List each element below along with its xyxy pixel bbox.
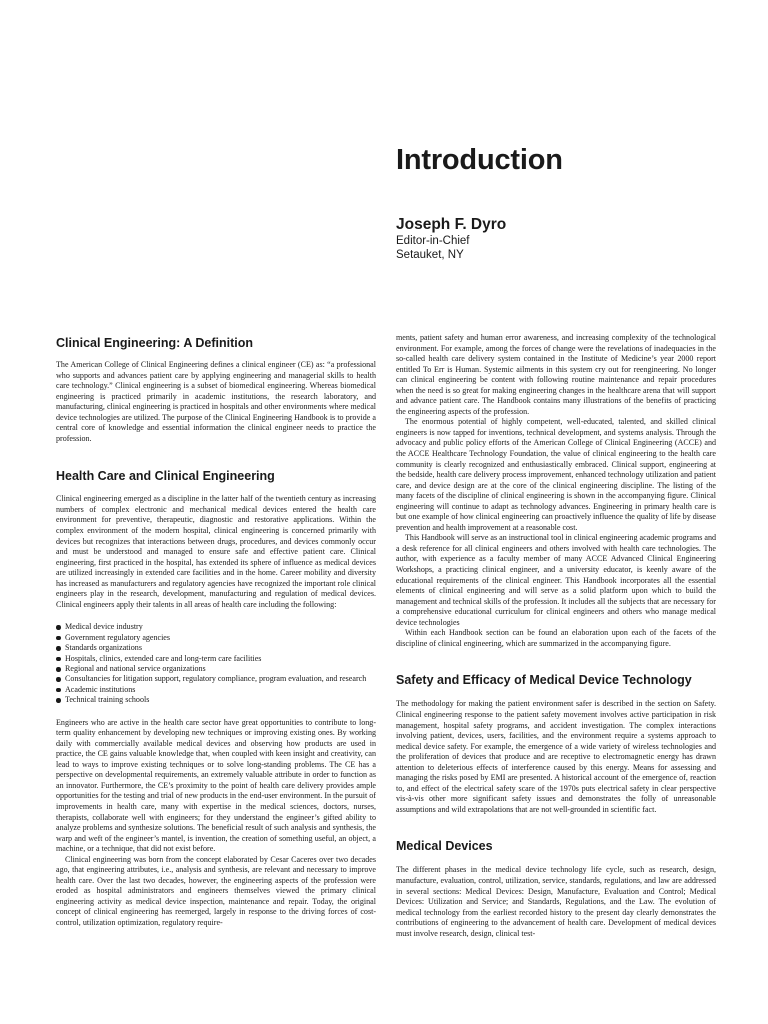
bullet-icon (56, 636, 61, 641)
healthcare-paragraph-2: Engineers who are active in the health care sector have great opportunities to contribute to long-term quality enhancement by developing new techniques or improving existing ones. By working daily with commercially available medical devices and observing how products are used in practice, the CE gains valuable knowledge that, when coupled with keen insight and creativity, can lead to ways to improve existing techniques or to solve long-standing problems. The CE has a perspective on developmental requirements, an extremely valuable attribute in order to function as an innovator. Furthermore, the CE’s proximity to the point of health care delivery provides ample opportunities for the testing and trial of new products in the end-user environment. In the pursuit of improvements in health care, many with expertise in the medical sciences, doctors, nurses, therapists, collaborate well with engineers; for they understand the engineer’s gifted ability to analyze problems and synthesize solutions. The beneficial result of such analysis and synthesis, the warp and weft of the engineer’s mantel, is invention, the creation of something useful, an object, a machine, or a technique, that did not exist before. (56, 717, 376, 854)
list-item: Academic institutions (56, 685, 376, 695)
page-header (396, 142, 736, 262)
author-name: Joseph F. Dyro (396, 216, 507, 233)
continued-paragraph-1: ments, patient safety and human error awareness, and increasing complexity of the technological environment. For example, among the forces of change were the revelations of inadequacies in the so-called health care delivery system contained in the Institute of Medicine’s year 2000 report entitled To Err is Human. Systemic ailments in this system cry out for reengineering. No longer can clinical engineering be content with following routine maintenance and repair procedures when the need is so great for making engineering changes in the healthcare arena that will support and advance patient care. The Handbook contains many illustrations of the benefits of practicing the engineering aspects of the profession. (396, 333, 716, 416)
devices-paragraph: The different phases in the medical device technology life cycle, such as research, design, manufacture, evaluation, control, utilization, service, standards, regulations, and law are addressed in several sections: Medical Devices: Design, Manufacture, Evaluation and Control; Medical Devices: Utilization and Service; and Standards, Regulations, and the Law. The evolution of medical technology from the earliest recorded history to the present day clearly demonstrates the contributions of engineering to the advancement of health care. Development of medical devices must involve research, design, clinical test- (396, 865, 716, 938)
page-title: Introduction (396, 144, 563, 176)
heading-health-care: Health Care and Clinical Engineering (56, 469, 275, 484)
heading-medical-devices: Medical Devices (396, 839, 493, 854)
areas-list (56, 622, 376, 705)
healthcare-paragraph-3: Clinical engineering was born from the concept elaborated by Cesar Caceres over two decades ago, that engineering attributes, i.e., analysis and synthesis, are relevant and necessary to improve health care. Over the last two decades, however, the engineering aspects of the profession were eroded as hospital administrators and engineers themselves viewed the primary clinical engineering activity as medical device inspection, maintenance and repair. Today, the original concept of clinical engineering has reemerged, largely in response to the driving forces of cost-control, utilization optimization, regulatory require- (56, 854, 376, 928)
author-role: Editor-in-Chief (396, 235, 470, 247)
bullet-icon (56, 698, 61, 703)
bullet-icon (56, 646, 61, 651)
bullet-icon (56, 688, 61, 693)
continued-paragraph-2: The enormous potential of highly competent, well-educated, talented, and skilled clinical engineers is now tapped for inventions, technical development, and systems analysis. Through the advocacy and public policy efforts of the American College of Clinical Engineering (ACCE) and the ACCE Healthcare Technology Foundation, the value of clinical engineering to the health care community is clearly recognized and enthusiastically embraced. Clinical support, engineering at the bedside, health care delivery process improvement, enhanced technology utilization and patient care, and device design are at the core of the clinical engineering discipline. The listing of the many facets of the discipline of clinical engineering is shown in the accompanying figure. Clinical engineering will continue to adapt as technology advances. Engineering in primary health care is but one example of how clinical engineering can proactively influence the quality of life by disease prevention and health improvement at a reasonable cost. (396, 417, 716, 532)
continued-paragraph-3: This Handbook will serve as an instructional tool in clinical engineering academic programs and a desk reference for all clinical engineers and others involved with health care technologies. The author, with experience as a faculty member of many ACCE Advanced Clinical Engineering Workshops, a practicing clinical engineer, and a university educator, is keenly aware of the educational requirements of the clinical engineer. This Handbook incorporates all the essential elements of clinical engineering and will serve as a solid platform upon which to build the management and technical skills of the profession. It includes all the subjects that are necessary for a comprehensive educational curriculum for clinical engineers and others who manage medical device technologies (396, 533, 716, 627)
list-item: Hospitals, clinics, extended care and long-term care facilities (56, 654, 376, 664)
list-item: Regional and national service organizations (56, 664, 376, 674)
healthcare-paragraph-1: Clinical engineering emerged as a discipline in the latter half of the twentieth century as increasing numbers of complex electronic and mechanical medical devices entered the health care environment for preventive, therapeutic, diagnostic and restorative applications. Within the complex environment of the modern hospital, clinical engineering is concerned primarily with devices but recognizes that interactions between drugs, procedures, and devices commonly occur and must be understood and managed to ensure safe and effective patient care. Clinical engineering, first practiced in the hospital, has extended its sphere of influence as medical devices are utilized increasingly in extended care facilities and in the home. Career mobility and diversity has increased as manufacturers and regulatory agencies have recognized the important role clinical engineers play in the research, development, manufacturing and regulation of medical devices. Clinical engineers apply their talents in all areas of health care including the following: (56, 494, 376, 609)
list-item: Technical training schools (56, 695, 376, 705)
right-column (396, 333, 716, 939)
bullet-icon (56, 657, 61, 662)
list-item: Standards organizations (56, 643, 376, 653)
list-item: Consultancies for litigation support, regulatory compliance, program evaluation, and research (56, 674, 376, 684)
bullet-icon (56, 625, 61, 630)
list-item: Government regulatory agencies (56, 633, 376, 643)
bullet-icon (56, 667, 61, 672)
safety-paragraph: The methodology for making the patient environment safer is described in the section on Safety. Clinical engineering response to the patient safety movement involves active participation in risk management, hospital safety programs, and accident investigation. The complex interactions involving patient, devices, users, facilities, and the environment require a systems approach to medical device safety. For example, the emergence of a wide variety of wireless technologies and the proliferation of devices that produce and are receptive to electromagnetic energy has drawn attention to deleterious effects of interference caused by this energy. Means for assessing and managing the risks posed by EMI are presented. A historical account of the emergence of, reaction to, and effect of the electrical safety scare of the 1970s puts electrical safety in clear perspective vis-à-vis other more significant safety issues and demonstrates the folly of unreasonable assumptions and wild extrapolations that are not well-grounded in scientific fact. (396, 699, 716, 814)
heading-safety: Safety and Efficacy of Medical Device Technology (396, 673, 692, 688)
list-item: Medical device industry (56, 622, 376, 632)
author-location: Setauket, NY (396, 249, 464, 261)
continued-paragraph-4: Within each Handbook section can be found an elaboration upon each of the facets of the discipline of clinical engineering, which are summarized in the accompanying figure. (396, 628, 716, 648)
heading-definition: Clinical Engineering: A Definition (56, 336, 253, 350)
definition-paragraph: The American College of Clinical Engineering defines a clinical engineer (CE) as: “a professional who supports and advances patient care by applying engineering and managerial skills to health care technology.” Clinical engineering is a subset of biomedical engineering. Whereas biomedical engineering is practiced primarily in academic institutions, the research laboratory, and manufacturing, clinical engineering is practiced in hospitals and other environments where medical device technologies are utilized. The purpose of the Clinical Engineering Handbook is to provide a central core of knowledge and essential information the clinical engineer needs to practice the profession. (56, 360, 376, 443)
bullet-icon (56, 677, 61, 682)
left-column (56, 333, 376, 929)
